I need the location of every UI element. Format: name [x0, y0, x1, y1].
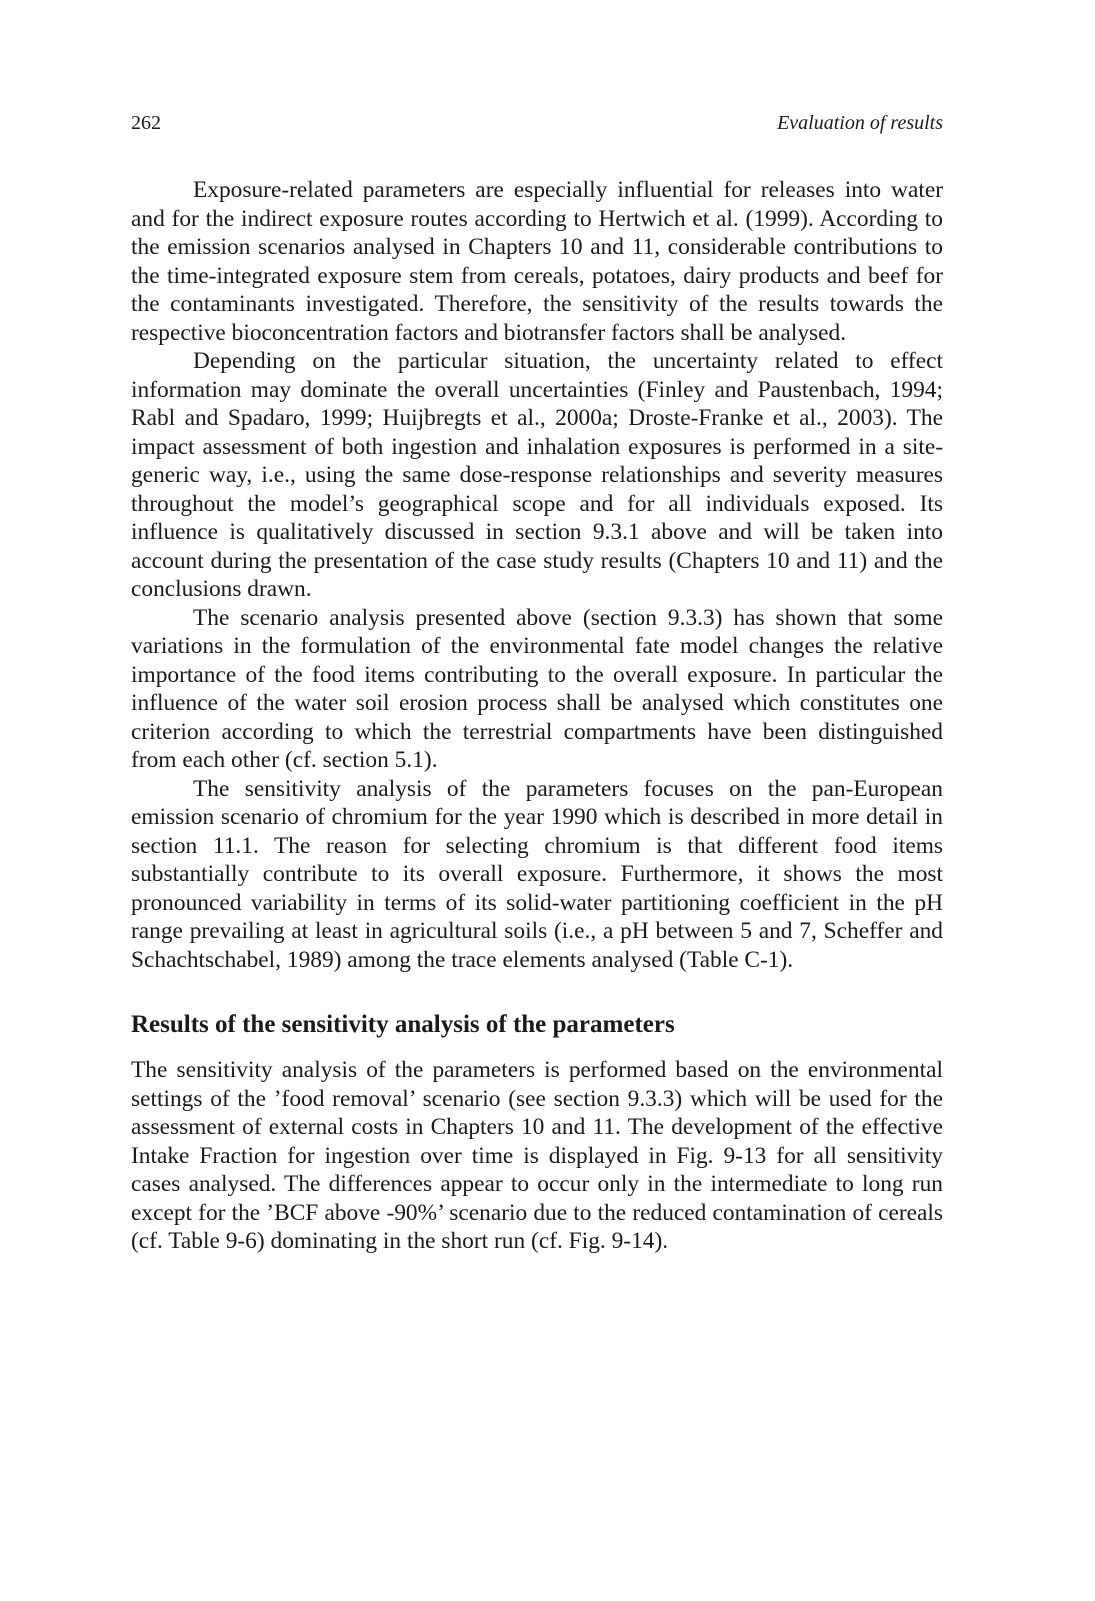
running-header	[131, 112, 943, 142]
document-page	[131, 112, 943, 1256]
section-heading: Results of the sensitivity analysis of the parameters	[131, 1011, 675, 1038]
page-number: 262	[131, 112, 161, 134]
body-text	[131, 176, 943, 1256]
paragraph: Exposure-related parameters are especially influential for releases into water and for the indirect exposure routes according to Hertwich et al. (1999). According to the emission scenarios analysed in Chapters 10 and 11, considerable contributions to the time-integrated exposure stem from cereals, potatoes, dairy products and beef for the contaminants investigated. Therefore, the sensitivity of the results towards the respective bioconcentration factors and biotransfer factors shall be analysed.	[131, 177, 943, 346]
running-title: Evaluation of results	[777, 112, 943, 134]
paragraph: The scenario analysis presented above (section 9.3.3) has shown that some variations in the formulation of the environmental fate model changes the relative importance of the food items contributing to the overall exposure. In particular the influence of the water soil erosion process shall be analysed which constitutes one criterion according to which the terrestrial compartments have been distinguished from each other (cf. section 5.1).	[131, 604, 943, 773]
paragraph: The sensitivity analysis of the parameters focuses on the pan-European emission scenario of chromium for the year 1990 which is described in more detail in section 11.1. The reason for selecting chromium is that different food items substantially contribute to its overall exposure. Furthermore, it shows the most pronounced variability in terms of its solid-water partitioning coefficient in the pH range prevailing at least in agricultural soils (i.e., a pH between 5 and 7, Scheffer and Schachtschabel, 1989) among the trace elements analysed (Table C-1).	[131, 775, 943, 973]
paragraph: Depending on the particular situation, the uncertainty related to effect information may dominate the overall uncertainties (Finley and Paustenbach, 1994; Rabl and Spadaro, 1999; Huijbregts et al., 2000a; Droste-Franke et al., 2003). The impact assessment of both ingestion and inhalation exposures is performed in a site-generic way, i.e., using the same dose-response relationships and severity measures throughout the model’s geographical scope and for all individuals exposed. Its influence is qualitatively discussed in section 9.3.1 above and will be taken into account during the presentation of the case study results (Chapters 10 and 11) and the conclusions drawn.	[131, 348, 943, 602]
paragraph: The sensitivity analysis of the parameters is performed based on the environmental settings of the ’food removal’ scenario (see section 9.3.3) which will be used for the assessment of external costs in Chapters 10 and 11. The development of the effective Intake Fraction for ingestion over time is displayed in Fig. 9-13 for all sensitivity cases analysed. The differences appear to occur only in the intermediate to long run except for the ’BCF above -90%’ scenario due to the reduced contamination of cereals (cf. Table 9-6) dominating in the short run (cf. Fig. 9-14).	[131, 1057, 943, 1254]
